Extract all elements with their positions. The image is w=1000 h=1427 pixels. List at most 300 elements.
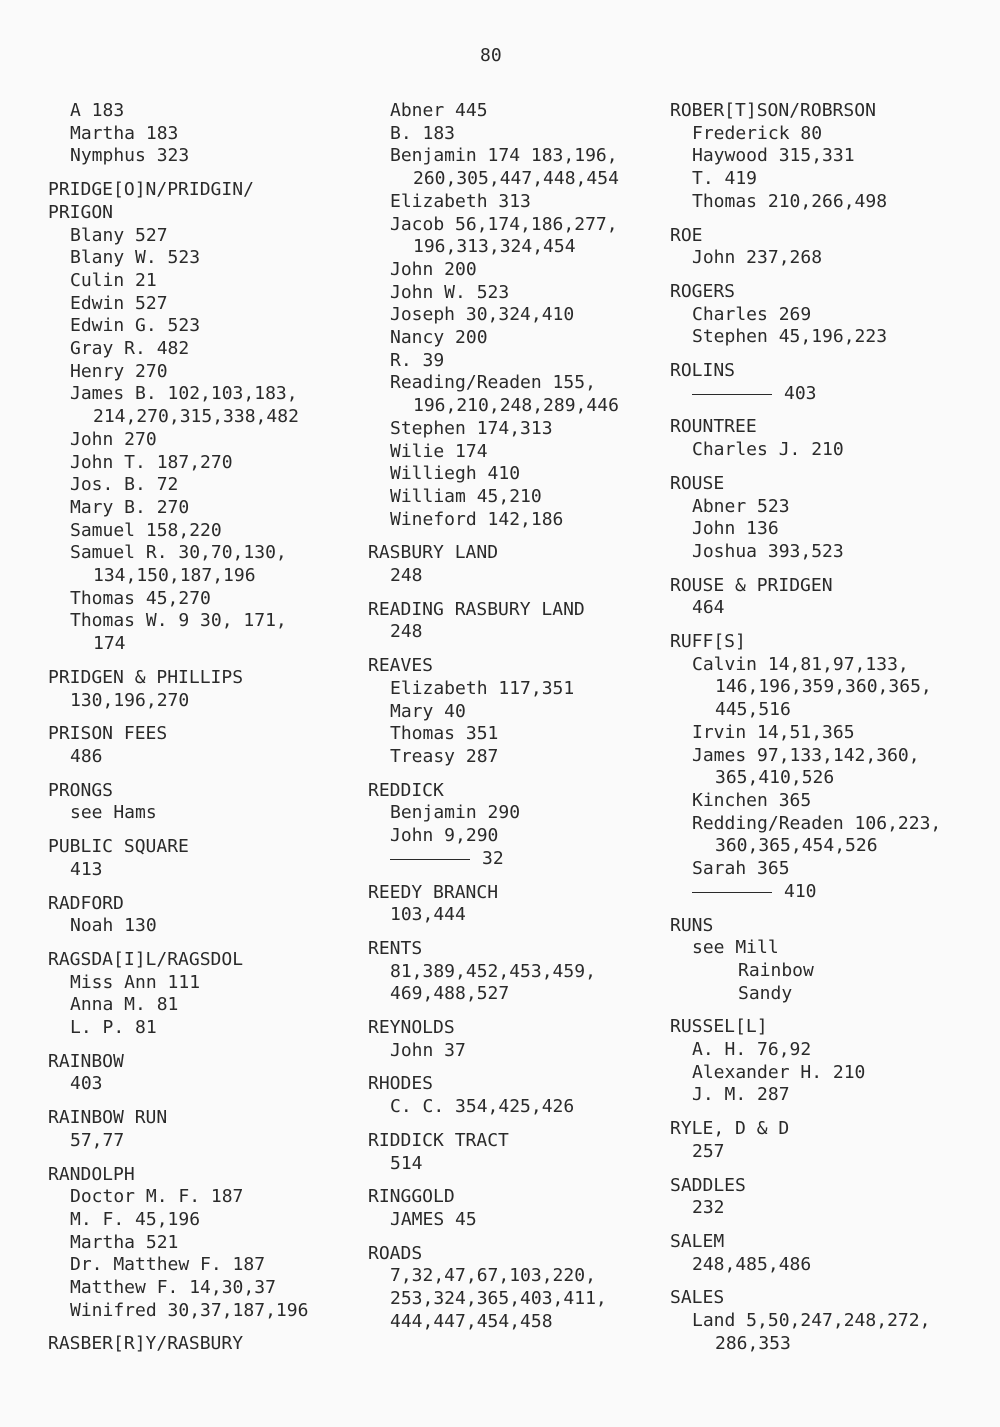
entry-line <box>48 293 348 316</box>
entry-line <box>48 474 348 497</box>
entry-text: L. P. 81 <box>70 1017 157 1039</box>
index-entry <box>670 416 990 461</box>
entry-line <box>48 1277 348 1300</box>
entry-text: Doctor M. F. 187 <box>70 1186 244 1208</box>
entry-text: Land 5,50,247,248,272, <box>692 1310 931 1332</box>
entry-heading: RANDOLPH <box>48 1163 135 1185</box>
entry-heading: RENTS <box>368 937 423 959</box>
index-entry <box>670 1118 990 1163</box>
entry-line <box>368 802 668 825</box>
entry-heading: ROUSE <box>670 472 725 494</box>
entry-heading: REDDICK <box>368 779 444 801</box>
index-entry <box>670 473 990 564</box>
entry-text: Blany W. 523 <box>70 247 201 269</box>
index-entry <box>48 1164 348 1323</box>
entry-text: John T. 187,270 <box>70 451 233 473</box>
entry-line <box>48 690 348 713</box>
entry-heading: RAINBOW <box>48 1050 124 1072</box>
index-entry <box>48 723 348 768</box>
entry-text: Thomas W. 9 30, 171, <box>70 610 287 632</box>
entry-text: Elizabeth 313 <box>390 190 531 212</box>
entry-line <box>368 1265 668 1288</box>
entry-text: 514 <box>390 1152 423 1174</box>
entry-heading: RASBURY LAND <box>368 542 499 564</box>
entry-line <box>368 1096 668 1119</box>
entry-line <box>48 145 348 168</box>
index-entry <box>670 1287 990 1355</box>
entry-line <box>48 746 348 769</box>
entry-text: Dr. Matthew F. 187 <box>70 1254 266 1276</box>
entry-text: Samuel R. 30,70,130, <box>70 542 287 564</box>
entry-text: 403 <box>784 382 817 404</box>
entry-text: Martha 521 <box>70 1231 179 1253</box>
entry-line <box>670 767 990 790</box>
index-entry <box>670 225 990 270</box>
entry-line <box>48 452 348 475</box>
entry-line <box>670 960 990 983</box>
entry-line <box>670 858 990 881</box>
index-column-1 <box>48 100 348 1367</box>
entry-text: 464 <box>692 597 725 619</box>
index-entry <box>48 1107 348 1152</box>
entry-line <box>48 633 348 656</box>
entry-line <box>48 520 348 543</box>
entry-line <box>48 383 348 406</box>
entry-line <box>670 983 990 1006</box>
entry-text: Haywood 315,331 <box>692 145 855 167</box>
entry-heading: PRISON FEES <box>48 723 168 745</box>
entry-line <box>670 304 990 327</box>
entry-text: Gray R. 482 <box>70 338 190 360</box>
index-entry <box>670 281 990 349</box>
entry-line <box>670 1062 990 1085</box>
entry-heading: REAVES <box>368 655 434 677</box>
index-entry <box>670 631 990 903</box>
entry-heading: REEDY BRANCH <box>368 881 499 903</box>
entry-text: 365,410,526 <box>715 767 835 789</box>
entry-line <box>670 1084 990 1107</box>
entry-heading: PRIDGE[O]N/PRIDGIN/ PRIGON <box>48 179 254 223</box>
entry-text: Joseph 30,324,410 <box>390 304 575 326</box>
entry-text: John W. 523 <box>390 281 510 303</box>
entry-text: 486 <box>70 745 103 767</box>
entry-text: 413 <box>70 858 103 880</box>
entry-heading: PUBLIC SQUARE <box>48 836 189 858</box>
entry-text: 360,365,454,526 <box>715 835 878 857</box>
entry-line <box>670 813 990 836</box>
entry-text: 257 <box>692 1140 725 1162</box>
entry-text: 7,32,47,67,103,220, <box>390 1265 596 1287</box>
entry-line <box>670 123 990 146</box>
entry-line <box>368 395 668 418</box>
entry-line <box>368 848 668 871</box>
index-entry <box>368 882 668 927</box>
entry-heading: RINGGOLD <box>368 1186 455 1208</box>
entry-line <box>368 1311 668 1334</box>
entry-line <box>368 678 668 701</box>
entry-line <box>368 509 668 532</box>
entry-heading: ROLINS <box>670 360 736 382</box>
entry-line <box>48 338 348 361</box>
entry-line <box>670 1141 990 1164</box>
index-entry <box>670 100 990 214</box>
entry-text: Noah 130 <box>70 915 157 937</box>
entry-text: 214,270,315,338,482 <box>93 406 299 428</box>
entry-heading: ROGERS <box>670 280 736 302</box>
index-entry <box>368 938 668 1006</box>
entry-text: 174 <box>93 633 126 655</box>
entry-heading: RUSSEL[L] <box>670 1016 768 1038</box>
entry-text: William 45,210 <box>390 485 542 507</box>
entry-line <box>670 654 990 677</box>
entry-text: 196,313,324,454 <box>413 236 576 258</box>
entry-text: John 37 <box>390 1039 466 1061</box>
entry-line <box>48 270 348 293</box>
entry-text: A 183 <box>70 100 125 121</box>
entry-line <box>368 961 668 984</box>
entry-line <box>48 315 348 338</box>
entry-text: Benjamin 174 183,196, <box>390 145 618 167</box>
entry-heading: READING RASBURY LAND <box>368 598 585 620</box>
entry-line <box>368 282 668 305</box>
index-entry <box>48 100 348 168</box>
entry-line <box>48 361 348 384</box>
entry-line <box>670 518 990 541</box>
entry-text: 445,516 <box>715 699 791 721</box>
entry-heading: RUNS <box>670 914 714 936</box>
entry-line <box>368 701 668 724</box>
entry-line <box>48 802 348 825</box>
index-entry <box>368 599 668 644</box>
entry-line <box>48 994 348 1017</box>
entry-text: J. M. 287 <box>692 1084 790 1106</box>
index-entry <box>368 655 668 769</box>
entry-line <box>48 1209 348 1232</box>
entry-line <box>368 100 668 123</box>
entry-text: Thomas 351 <box>390 723 499 745</box>
entry-line <box>48 123 348 146</box>
entry-line <box>368 350 668 373</box>
entry-line <box>368 621 668 644</box>
entry-text: James 97,133,142,360, <box>692 744 920 766</box>
entry-line <box>48 1254 348 1277</box>
entry-text: 103,444 <box>390 904 466 926</box>
entry-line <box>48 225 348 248</box>
entry-heading: RAINBOW RUN <box>48 1107 168 1129</box>
entry-heading: PRONGS <box>48 779 114 801</box>
entry-text: Frederick 80 <box>692 122 823 144</box>
entry-heading: ROE <box>670 224 703 246</box>
entry-text: Benjamin 290 <box>390 802 521 824</box>
entry-text: 248 <box>390 565 423 587</box>
entry-line <box>670 439 990 462</box>
entry-text: Culin 21 <box>70 269 157 291</box>
index-entry <box>48 667 348 712</box>
entry-text: see Mill <box>692 937 779 959</box>
entry-text: Redding/Readen 106,223, <box>692 812 942 834</box>
index-entry <box>368 780 668 871</box>
entry-line <box>48 1186 348 1209</box>
entry-line <box>48 406 348 429</box>
entry-text: Joshua 393,523 <box>692 540 844 562</box>
entry-line <box>368 418 668 441</box>
entry-text: Henry 270 <box>70 360 168 382</box>
entry-text: John 200 <box>390 258 477 280</box>
entry-text: Mary B. 270 <box>70 496 190 518</box>
entry-line <box>670 1254 990 1277</box>
entry-heading: ROBER[T]SON/ROBRSON <box>670 100 876 121</box>
entry-line <box>670 1039 990 1062</box>
entry-line <box>48 1130 348 1153</box>
entry-text: R. 39 <box>390 349 445 371</box>
entry-line <box>368 565 668 588</box>
entry-line <box>670 676 990 699</box>
entry-text: Thomas 210,266,498 <box>692 190 888 212</box>
entry-text: B. 183 <box>390 122 456 144</box>
entry-line <box>48 542 348 565</box>
entry-text: C. C. 354,425,426 <box>390 1096 575 1118</box>
entry-text: John 136 <box>692 518 779 540</box>
entry-line <box>670 541 990 564</box>
entry-text: T. 419 <box>692 168 758 190</box>
entry-line <box>368 1153 668 1176</box>
entry-line <box>670 881 990 904</box>
entry-text: James B. 102,103,183, <box>70 383 298 405</box>
entry-line <box>48 1017 348 1040</box>
entry-text: Wineford 142,186 <box>390 508 564 530</box>
entry-text: Samuel 158,220 <box>70 519 222 541</box>
entry-heading: ROUNTREE <box>670 416 757 438</box>
entry-text: Martha 183 <box>70 122 179 144</box>
entry-line <box>48 1232 348 1255</box>
entry-text: 196,210,248,289,446 <box>413 395 619 417</box>
entry-text: John 9,290 <box>390 825 499 847</box>
entry-line <box>368 259 668 282</box>
entry-line <box>670 790 990 813</box>
entry-text: Wilie 174 <box>390 440 488 462</box>
index-entry <box>368 542 668 587</box>
entry-text: M. F. 45,196 <box>70 1208 201 1230</box>
entry-text: 286,353 <box>715 1332 791 1354</box>
entry-text: JAMES 45 <box>390 1208 477 1230</box>
index-entry <box>670 575 990 620</box>
index-entry <box>670 1175 990 1220</box>
entry-heading: RHODES <box>368 1073 434 1095</box>
entry-line <box>670 383 990 406</box>
entry-line <box>670 496 990 519</box>
entry-text: Nancy 200 <box>390 327 488 349</box>
index-column-2 <box>368 100 668 1344</box>
entry-text: 81,389,452,453,459, <box>390 960 596 982</box>
entry-text: 444,447,454,458 <box>390 1310 553 1332</box>
index-entry <box>48 893 348 938</box>
entry-line <box>368 304 668 327</box>
entry-line <box>368 486 668 509</box>
entry-line <box>48 610 348 633</box>
entry-line <box>670 1333 990 1356</box>
index-entry <box>368 1130 668 1175</box>
entry-line <box>368 1040 668 1063</box>
entry-text: Mary 40 <box>390 700 466 722</box>
entry-line <box>48 972 348 995</box>
entry-text: 248 <box>390 621 423 643</box>
entry-heading: RADFORD <box>48 892 124 914</box>
entry-line <box>368 168 668 191</box>
entry-line <box>48 915 348 938</box>
entry-line <box>368 463 668 486</box>
entry-text: Sandy <box>738 982 793 1004</box>
entry-heading: ROUSE & PRIDGEN <box>670 574 833 596</box>
entry-heading: ROADS <box>368 1242 423 1264</box>
entry-line <box>368 904 668 927</box>
entry-line <box>670 168 990 191</box>
entry-text: 469,488,527 <box>390 983 510 1005</box>
entry-line <box>670 1197 990 1220</box>
entry-text: 130,196,270 <box>70 689 190 711</box>
entry-line <box>48 565 348 588</box>
entry-line <box>368 1288 668 1311</box>
entry-text: Abner 445 <box>390 100 488 121</box>
index-column-3 <box>670 100 990 1366</box>
entry-line <box>368 123 668 146</box>
index-entry <box>48 1333 348 1356</box>
index-entry <box>368 1186 668 1231</box>
index-entry <box>368 1243 668 1334</box>
entry-line <box>670 699 990 722</box>
entry-text: Stephen 45,196,223 <box>692 326 888 348</box>
entry-line <box>368 214 668 237</box>
blank-name-rule <box>692 892 772 893</box>
index-entry <box>670 915 990 1006</box>
page-number: 80 <box>480 45 502 66</box>
entry-text: Charles J. 210 <box>692 439 844 461</box>
entry-line <box>670 937 990 960</box>
entry-text: see Hams <box>70 802 157 824</box>
entry-line <box>48 100 348 123</box>
blank-name-rule <box>390 859 470 860</box>
entry-line <box>670 745 990 768</box>
index-entry <box>670 1231 990 1276</box>
entry-heading: SALEM <box>670 1230 725 1252</box>
entry-line <box>670 1310 990 1333</box>
entry-text: 146,196,359,360,365, <box>715 676 932 698</box>
entry-line <box>48 1300 348 1323</box>
entry-heading: RASBER[R]Y/RASBURY <box>48 1333 244 1355</box>
entry-text: Stephen 174,313 <box>390 417 553 439</box>
index-entry <box>48 949 348 1040</box>
entry-line <box>368 145 668 168</box>
entry-heading: REYNOLDS <box>368 1017 455 1039</box>
entry-text: Edwin G. 523 <box>70 315 201 337</box>
entry-text: Irvin 14,51,365 <box>692 721 855 743</box>
entry-text: Sarah 365 <box>692 858 790 880</box>
entry-text: Treasy 287 <box>390 745 499 767</box>
entry-text: Elizabeth 117,351 <box>390 677 575 699</box>
entry-text: Williegh 410 <box>390 463 521 485</box>
entry-line <box>368 983 668 1006</box>
entry-text: 253,324,365,403,411, <box>390 1288 607 1310</box>
entry-heading: RYLE, D & D <box>670 1118 790 1140</box>
index-entry <box>368 1073 668 1118</box>
entry-text: Miss Ann 111 <box>70 971 201 993</box>
entry-heading: SADDLES <box>670 1174 746 1196</box>
index-entry <box>48 780 348 825</box>
entry-line <box>368 327 668 350</box>
entry-text: Nymphus 323 <box>70 145 190 167</box>
entry-line <box>368 723 668 746</box>
entry-text: 134,150,187,196 <box>93 565 256 587</box>
entry-text: Kinchen 365 <box>692 789 812 811</box>
entry-line <box>670 145 990 168</box>
index-entry <box>670 360 990 405</box>
entry-text: Thomas 45,270 <box>70 587 211 609</box>
entry-text: John 270 <box>70 428 157 450</box>
entry-line <box>368 1209 668 1232</box>
entry-text: 248,485,486 <box>692 1253 812 1275</box>
entry-line <box>48 247 348 270</box>
entry-text: Edwin 527 <box>70 292 168 314</box>
entry-line <box>368 372 668 395</box>
index-entry <box>670 1016 990 1107</box>
entry-text: Matthew F. 14,30,37 <box>70 1277 276 1299</box>
entry-heading: SALES <box>670 1287 725 1309</box>
index-entry <box>368 100 668 531</box>
entry-text: 410 <box>784 880 817 902</box>
entry-text: Winifred 30,37,187,196 <box>70 1299 309 1321</box>
entry-text: Jos. B. 72 <box>70 474 179 496</box>
entry-line <box>670 191 990 214</box>
index-entry <box>48 179 348 656</box>
entry-text: John 237,268 <box>692 247 823 269</box>
entry-text: Calvin 14,81,97,133, <box>692 653 909 675</box>
index-entry <box>48 1051 348 1096</box>
entry-text: A. H. 76,92 <box>692 1039 812 1061</box>
entry-text: Charles 269 <box>692 303 812 325</box>
entry-text: Alexander H. 210 <box>692 1061 866 1083</box>
entry-line <box>48 859 348 882</box>
entry-line <box>670 835 990 858</box>
index-entry <box>48 836 348 881</box>
entry-text: 260,305,447,448,454 <box>413 168 619 190</box>
entry-heading: RUFF[S] <box>670 631 746 653</box>
index-entry <box>368 1017 668 1062</box>
entry-line <box>368 236 668 259</box>
entry-text: 403 <box>70 1073 103 1095</box>
entry-line <box>368 746 668 769</box>
entry-heading: RAGSDA[I]L/RAGSDOL <box>48 948 244 970</box>
entry-text: 232 <box>692 1197 725 1219</box>
entry-text: 32 <box>482 847 504 869</box>
entry-heading: RIDDICK TRACT <box>368 1129 509 1151</box>
entry-line <box>48 429 348 452</box>
entry-text: 57,77 <box>70 1129 125 1151</box>
entry-line <box>368 441 668 464</box>
entry-line <box>368 825 668 848</box>
entry-line <box>48 1073 348 1096</box>
entry-line <box>670 722 990 745</box>
entry-text: Abner 523 <box>692 495 790 517</box>
entry-heading: PRIDGEN & PHILLIPS <box>48 666 244 688</box>
entry-line <box>670 597 990 620</box>
blank-name-rule <box>692 394 772 395</box>
entry-text: Jacob 56,174,186,277, <box>390 213 618 235</box>
entry-line <box>48 497 348 520</box>
entry-line <box>48 588 348 611</box>
entry-text: Rainbow <box>738 959 814 981</box>
entry-text: Reading/Readen 155, <box>390 372 596 394</box>
entry-line <box>368 191 668 214</box>
entry-line <box>670 247 990 270</box>
